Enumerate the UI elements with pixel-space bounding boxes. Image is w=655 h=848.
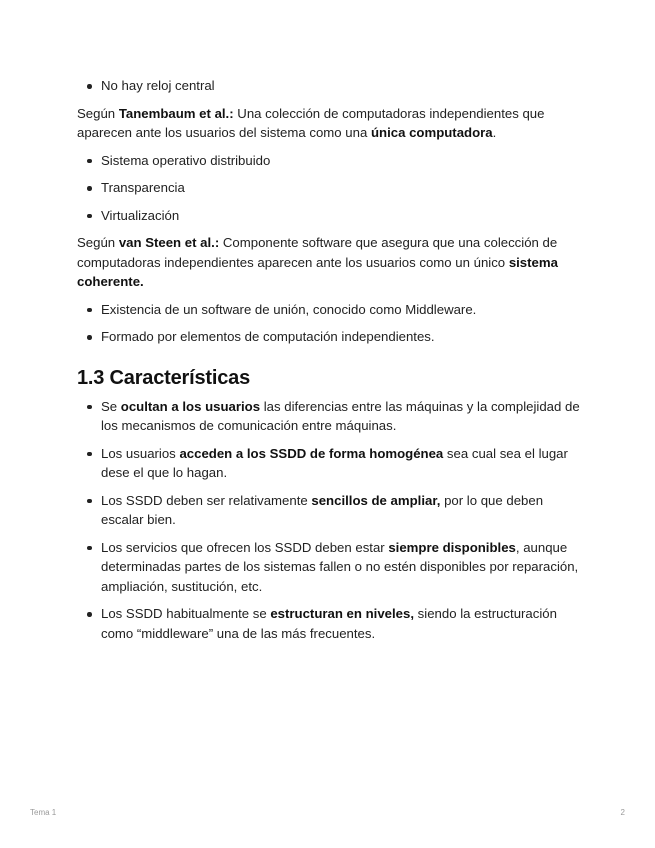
page-content	[77, 76, 582, 643]
list-item: Los SSDD deben ser relativamente sencillos de ampliar, por lo que deben escalar bien.	[77, 491, 582, 530]
bullet-list	[77, 76, 582, 96]
paragraph-tanembaum: Según Tanembaum et al.: Una colección de computadoras independientes que aparecen ante los usuarios del sistema como una única computadora.	[77, 105, 545, 140]
paragraph-van-steen: Según van Steen et al.: Componente software que asegura que una colección de computadoras independientes aparecen ante los usuarios como un único sistema coherente.	[77, 235, 558, 289]
bullet-list	[77, 151, 582, 226]
list-item: Los SSDD habitualmente se estructuran en niveles, siendo la estructuración como “middleware” una de las más frecuentes.	[77, 604, 582, 643]
list-item: Existencia de un software de unión, conocido como Middleware.	[77, 300, 582, 320]
characteristics-list	[77, 397, 582, 644]
list-item: Transparencia	[77, 178, 582, 198]
footer-left: Tema 1	[30, 808, 57, 817]
page-number: 2	[620, 808, 625, 817]
list-item: Virtualización	[77, 206, 582, 226]
list-item: Se ocultan a los usuarios las diferencias entre las máquinas y la complejidad de los mecanismos de comunicación entre máquinas.	[77, 397, 582, 436]
list-item: No hay reloj central	[77, 76, 582, 96]
bullet-list	[77, 300, 582, 347]
section-heading: 1.3 Características	[77, 366, 250, 389]
list-item: Los usuarios acceden a los SSDD de forma homogénea sea cual sea el lugar dese el que lo hagan.	[77, 444, 582, 483]
list-item: Sistema operativo distribuido	[77, 151, 582, 171]
list-item: Formado por elementos de computación independientes.	[77, 327, 582, 347]
list-item: Los servicios que ofrecen los SSDD deben estar siempre disponibles, aunque determinadas partes de los sistemas fallen o no estén disponibles por reparación, ampliación, sustitución, etc.	[77, 538, 582, 597]
